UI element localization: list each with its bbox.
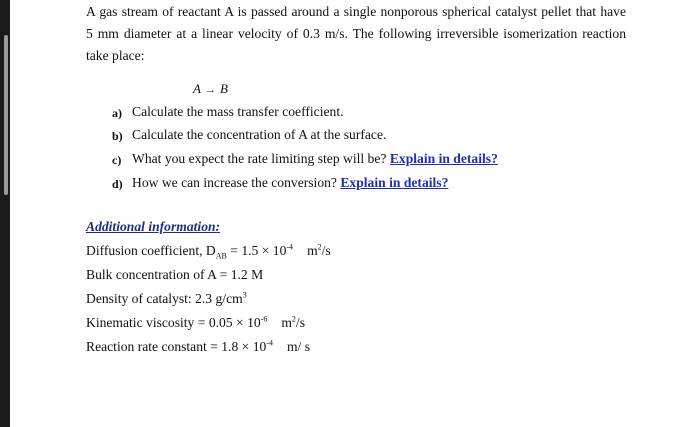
question-text: Calculate the concentration of A at the surface. [132, 127, 387, 142]
question-text: How we can increase the conversion? [132, 175, 337, 190]
density-unit-exponent: 3 [242, 290, 247, 300]
diffusion-exponent: -4 [286, 242, 294, 252]
diffusion-coefficient [86, 242, 331, 260]
diffusion-value: = 1.5 × 10 [226, 243, 287, 258]
additional-info-heading: Additional information: [86, 219, 221, 234]
reaction-equation [193, 80, 228, 99]
product-label: B [219, 81, 228, 96]
density-text: Density of catalyst: 2.3 g/cm [86, 291, 243, 306]
question-text: What you expect the rate limiting step will be? [132, 151, 387, 166]
question-letter: d) [112, 177, 123, 191]
rate-unit: m/ s [286, 339, 311, 354]
diffusion-unit-exponent: 2 [317, 242, 322, 252]
problem-text-line-3: take place: [86, 48, 145, 63]
question-text: Calculate the mass transfer coefficient. [132, 104, 344, 119]
rate-label: Reaction rate constant = 1.8 × 10 [86, 339, 267, 354]
question-text-wrap [132, 150, 498, 168]
catalyst-density [86, 290, 247, 308]
viscosity-unit: m [281, 315, 292, 330]
kinematic-viscosity [86, 314, 305, 332]
question-text-wrap [132, 174, 448, 192]
diffusion-label: Diffusion coefficient, D [86, 243, 216, 258]
diffusion-unit: m [307, 243, 318, 258]
arrow-icon: → [204, 84, 216, 96]
diffusion-unit-tail: /s [321, 243, 331, 258]
viscosity-unit-tail: /s [295, 315, 305, 330]
question-letter: c) [112, 153, 122, 167]
question-letter: b) [112, 129, 123, 143]
reaction-rate-constant [86, 338, 310, 356]
explain-link[interactable]: Explain in details? [340, 175, 449, 190]
rate-exponent: -4 [266, 338, 273, 348]
viscosity-exponent: -6 [260, 314, 268, 324]
bulk-concentration: Bulk concentration of A = 1.2 M [86, 267, 264, 282]
explain-link[interactable]: Explain in details? [389, 151, 498, 166]
problem-text-line-1: A gas stream of reactant A is passed around a single nonporous spherical catalyst pellet that have [86, 4, 626, 19]
reactant-label: A [193, 81, 201, 96]
diffusion-subscript: AB [215, 251, 227, 261]
problem-text-line-2: 5 mm diameter at a linear velocity of 0.3 m/s. The following irreversible isomerization reaction [86, 26, 626, 41]
viscosity-label: Kinematic viscosity = 0.05 × 10 [86, 315, 261, 330]
question-letter: a) [112, 106, 122, 120]
viscosity-unit-exponent: 2 [291, 314, 296, 324]
